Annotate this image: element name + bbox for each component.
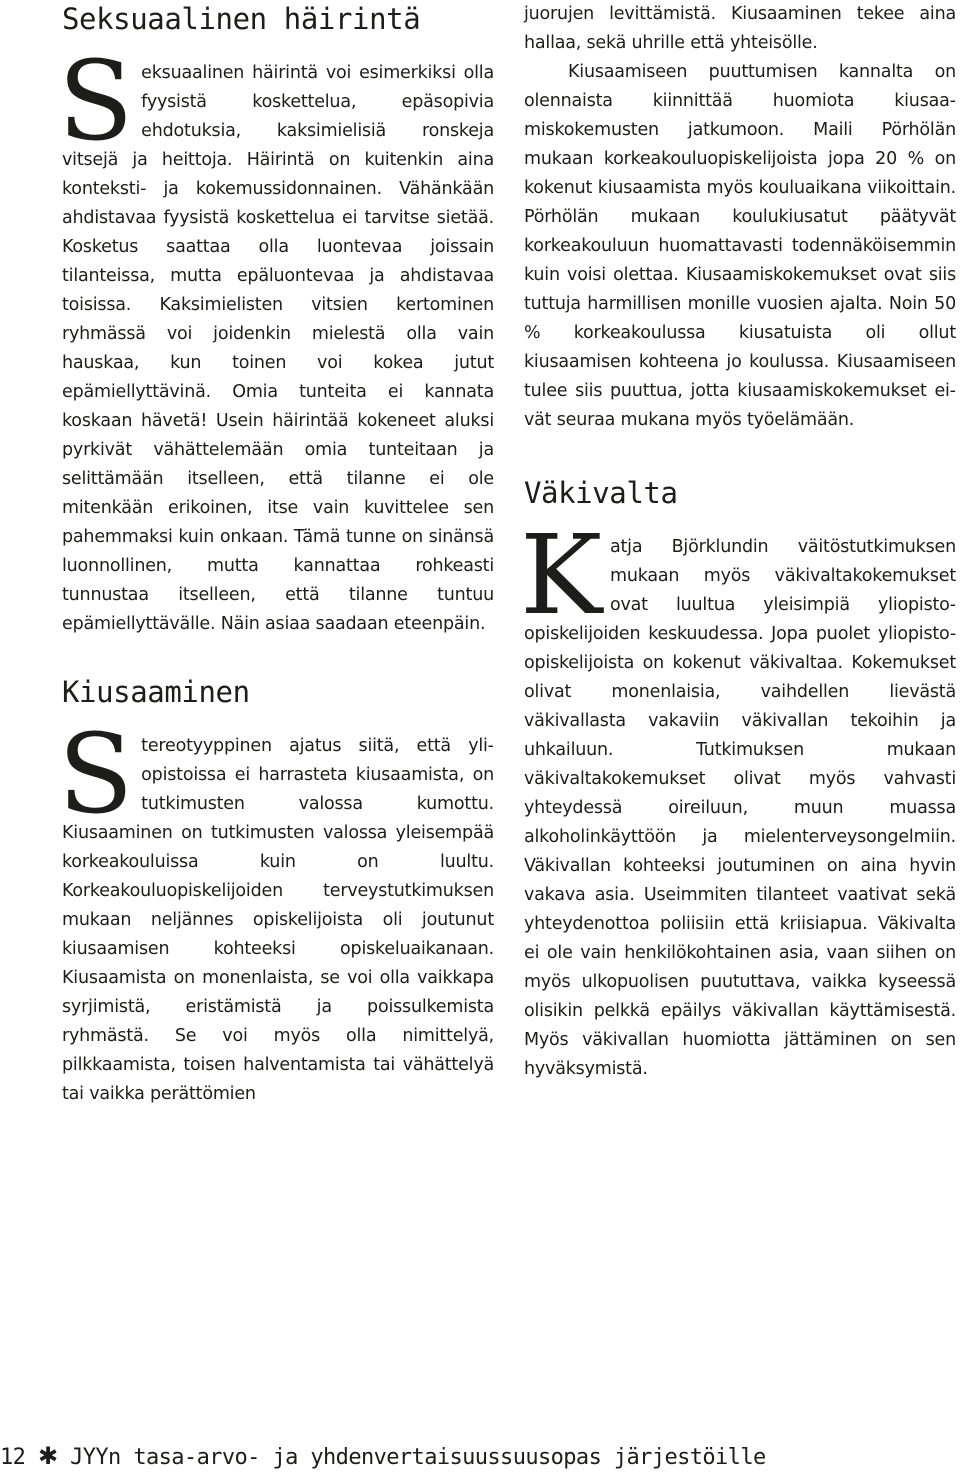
drop-cap: K: [520, 511, 602, 639]
section-body-kiusaaminen-continued: juorujen levittämistä. Kiusaaminen tekee aina hallaa, sekä uhrille että yhteisölle.: [524, 4, 956, 53]
section-paragraph-kiusaaminen-2: Kiusaamiseen puuttumisen kannalta on olennaista kiinnittää huomiota kiusaamiskokemusten jatkumoon. Maili Pörhölän mukaan korkeakouluopiskelijoista jopa 20 % on kokenut kiusaamista myös kouluaikana viikoittain. Pörhölän mukaan koulukiusatut päätyvät korkeakouluun huomattavasti todennäköisemmin kuin voisi olettaa. Kiusaamiskokemukset ovat siis tuttuja harmillisen monille vuosien ajalta. Noin 50 % korkeakoulussa kiusatuista oli ollut kiusaamisen kohteena jo koulussa. Kiusaamiseen tulee siis puuttua, jotta kiusaamiskokemukset eivät seuraa mukana myös työelämään.: [524, 62, 956, 430]
section-body-vakivalta: Katja Björklundin väitöstutkimuksen mukaan myös väkivaltakokemukset ovat luultua yleisimpiä yliopistoopiskelijoiden keskuudessa. Jopa puolet yliopisto-opiskelijoista on kokenut väkivaltaa. Kokemukset olivat monenlaisia, vaihdellen lievästä väkivallasta vakaviin väkivallan tekoihin ja uhkailuun. Tutkimuksen mukaan väkivaltakokemukset olivat myös vahvasti yhteydessä oireiluun, muun muassa alkoholinkäyttöön ja mielenterveysongelmiin. Väkivallan kohteeksi joutuminen on aina hyvin vakava asia. Useimmiten tilanteet vaativat sekä yhteydenottoa poliisiin että kriisiapua. Väkivalta ei ole vain henkilökohtainen asia, vaan siihen on myös ulkopuolisen puututtava, vaikka kyseessä olisikin pelkkä epäilys väkivallan käyttämisestä. Myös väkivallan huomiotta jättäminen on sen hyväksymistä.: [520, 511, 956, 1079]
publication-title: JYYn tasa-arvo- ja yhdenvertaisuussuusopas järjestöille: [70, 1445, 766, 1470]
section-body-seksuaalinen: Seksuaalinen häirintä voi esimerkiksi olla fyysistä koskettelua, epäsopivia ehdotuksia, kaksimielisiä ronskeja vitsejä ja heittoja. Häirintä on kuitenkin aina konteksti- ja kokemussidonnainen. Vähänkään ahdistavaa fyysistä koskettelua ei tarvitse sietää. Kosketus saattaa olla luontevaa joissain tilanteissa, mutta epäluontevaa ja ahdistavaa toisissa. Kaksimielisten vitsien kertominen ryhmässä voi joidenkin mielestä olla vain hauskaa, kun toinen voi kokea jutut epämiellyttävinä. Omia tunteita ei kannata koskaan hävetä! Usein häirintää kokeneet aluksi pyrkivät vähättelemään omia tunteitaan ja selittämään itselleen, että tilanne ei ole mitenkään erikoinen, itse vain kuvittelee sen pahemmaksi kuin onkaan. Tämä tunne on sinänsä luonnollinen, mutta kannattaa rohkeasti tunnustaa itselleen, että tilanne tuntuu epämiellyttävälle. Näin asiaa saadaan eteenpäin.: [58, 37, 494, 634]
section-heading-vakivalta: Väkivalta: [524, 476, 678, 510]
page-number: 12: [0, 1445, 26, 1470]
section-body-kiusaaminen: Stereotyyppinen ajatus siitä, että yliopistoissa ei harrasteta kiusaamista, on tutkimusten valossa kumottu. Kiusaaminen on tutkimusten valossa yleisempää korkeakouluissa kuin on luultu. Korkeakouluopiskelijoiden terveystutkimuksen mukaan neljännes opiskelijoista oli joutunut kiusaamisen kohteeksi opiskeluaikanaan. Kiusaamista on monenlaista, se voi olla vaikkapa syrjimistä, eristämistä ja poissulkemista ryhmästä. Se voi myös olla nimittelyä, pilkkaamista, toisen halventamista tai vähättelyä tai vaikka perättömien: [58, 710, 494, 1104]
page-footer: [0, 1441, 960, 1471]
drop-cap: S: [58, 37, 134, 165]
left-column: [58, 0, 494, 1109]
section-heading-kiusaaminen: Kiusaaminen: [62, 675, 250, 709]
drop-cap: S: [58, 710, 134, 838]
section-heading-seksuaalinen: Seksuaalinen häirintä: [62, 2, 421, 36]
right-column: [520, 0, 956, 1084]
asterisk-icon: ✱: [37, 1442, 58, 1470]
